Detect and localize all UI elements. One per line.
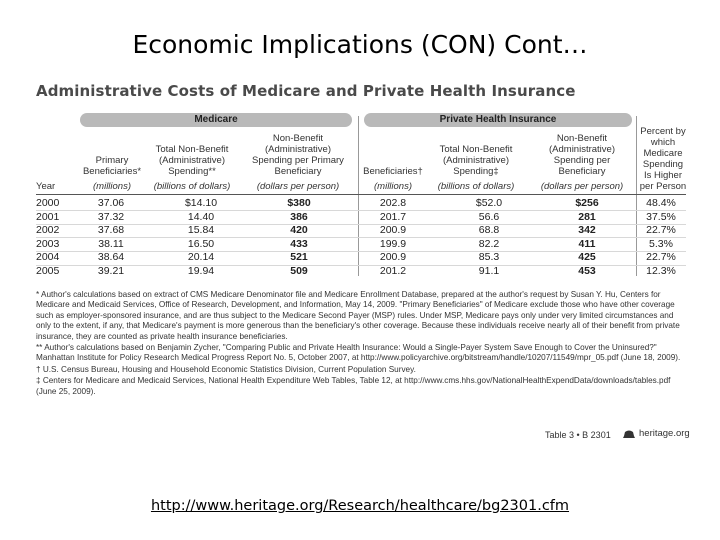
cell-p-spend: 82.2 — [478, 237, 500, 250]
table-row — [36, 251, 686, 264]
row-divider — [36, 251, 686, 252]
header-private-spending: Total Non-Benefit (Administrative) Spending‡ (billions of dollars) — [437, 144, 515, 192]
footnotes — [36, 290, 686, 398]
table-title: Administrative Costs of Medicare and Private Health Insurance — [36, 82, 576, 100]
cell-p-ben: 201.7 — [379, 210, 407, 223]
table-row — [36, 224, 686, 237]
header-medicare-beneficiaries: Primary Beneficiaries* (millions) — [82, 155, 142, 192]
cell-p-ben: 202.8 — [379, 197, 407, 209]
footnote-2: ** Author's calculations based on Benjamin Zycher, "Comparing Public and Private Health Insurance: Would a Single-Payer System Save Enough to Cover the Uninsured?" Manhattan Institute for Policy Research Medical Progress Report No. 5, October 2007, at http://www.policyarchive.org/bitstream/handle/10207/11549/mpr_05.pdf (June 18, 2009). — [36, 343, 681, 363]
cell-m-pp: 509 — [290, 265, 308, 277]
cell-p-ben: 201.2 — [379, 265, 407, 277]
cell-m-spend: 14.40 — [187, 210, 215, 223]
cell-p-pp: 425 — [578, 251, 596, 264]
cell-m-pp: 521 — [290, 251, 308, 264]
cell-year: 2001 — [36, 210, 60, 223]
cell-m-ben: 38.11 — [98, 237, 124, 250]
table-row — [36, 211, 686, 224]
header-rule — [36, 194, 686, 195]
cell-m-pp: 420 — [290, 224, 308, 237]
footnote-3: † U.S. Census Bureau, Housing and Household Economic Statistics Division, Current Population Survey. — [36, 364, 416, 374]
cell-p-pp: 342 — [578, 224, 596, 237]
cell-pct: 48.4% — [646, 197, 676, 209]
header-private-per-person: Non-Benefit (Administrative) Spending per Beneficiary (dollars per person) — [540, 133, 624, 192]
header-private-beneficiaries: Beneficiaries† (millions) — [363, 166, 423, 192]
cell-m-ben: 39.21 — [97, 265, 125, 277]
cell-m-spend: 15.84 — [187, 224, 215, 237]
cell-m-spend: 19.94 — [187, 265, 215, 277]
cell-year: 2003 — [36, 237, 60, 250]
table-row — [36, 265, 686, 278]
cell-year: 2002 — [36, 224, 60, 237]
medicare-group-band: Medicare — [80, 113, 352, 127]
cell-p-pp: $256 — [575, 197, 599, 209]
cell-p-ben: 200.9 — [379, 251, 407, 264]
header-medicare-per-person: Non-Benefit (Administrative) Spending per Primary Beneficiary (dollars per person) — [252, 133, 344, 192]
table-source-label: Table 3 • B 2301 — [545, 430, 611, 440]
cell-p-spend: 85.3 — [478, 251, 500, 264]
cell-pct: 12.3% — [646, 265, 676, 277]
table-row — [36, 238, 686, 251]
heritage-logo — [622, 428, 690, 439]
cell-m-pp: $380 — [287, 197, 311, 209]
cell-m-pp: 433 — [290, 237, 308, 250]
cell-year: 2005 — [36, 265, 60, 277]
footnote-4: ‡ Centers for Medicare and Medicaid Services, National Health Expenditure Web Tables, Table 12, at http://www.cms.hhs.gov/NationalHealthExpendData/downloads/tables.pdf (June 25, 2009). — [36, 376, 671, 396]
cell-m-spend: 20.14 — [187, 251, 215, 264]
cell-m-ben: 37.32 — [97, 210, 125, 223]
cell-year: 2000 — [36, 197, 60, 209]
cell-m-pp: 386 — [290, 210, 308, 223]
source-url-link[interactable]: http://www.heritage.org/Research/healthcare/bg2301.cfm — [150, 498, 570, 514]
cell-m-spend: $14.10 — [184, 197, 218, 209]
cell-p-pp: 411 — [578, 237, 596, 250]
row-divider — [36, 237, 686, 238]
cell-m-ben: 38.64 — [97, 251, 125, 264]
row-divider — [36, 265, 686, 266]
cell-p-pp: 453 — [578, 265, 596, 277]
logo-text: heritage.org — [639, 428, 690, 439]
cell-pct: 22.7% — [646, 224, 676, 237]
table-row — [36, 197, 686, 210]
cell-p-pp: 281 — [578, 210, 596, 223]
cell-p-spend: 56.6 — [478, 210, 500, 223]
cell-pct: 37.5% — [646, 210, 676, 223]
footnote-1: * Author's calculations based on extract of CMS Medicare Denominator file and Medicare Enrollment Database, prepared at the author's request by Susan Y. Hu, Centers for Medicare and Medicaid Services, Office of Research, Development, and Information, May 14, 2009. "Primary Beneficiaries" of Medicare exclude those who have other coverage such as employer-sponsored insurance, and are thus subject to the Medicare Second Payer (MSP) rules. Under MSP, Medicare pays only under very limited circumstances and only to the extent, if any, that Medicare's payment is more generous than the beneficiary's other coverage. Because these individuals receive nearly all of their benefit from private insurance, they are counted as private health insurance beneficiaries. — [36, 290, 680, 341]
private-insurance-group-band: Private Health Insurance — [364, 113, 632, 127]
cell-m-ben: 37.06 — [97, 197, 125, 209]
row-divider — [36, 210, 686, 211]
cell-p-spend: $52.0 — [475, 197, 503, 209]
cell-m-ben: 37.68 — [97, 224, 125, 237]
cell-p-ben: 199.9 — [379, 237, 407, 250]
header-percent-higher: Percent by which Medicare Spending Is Higher per Person — [639, 126, 687, 192]
header-medicare-spending: Total Non-Benefit (Administrative) Spending** (billions of dollars) — [153, 144, 231, 192]
cell-p-ben: 200.9 — [379, 224, 407, 237]
header-year: Year — [36, 181, 56, 192]
cell-p-spend: 91.1 — [478, 265, 500, 277]
cell-pct: 22.7% — [646, 251, 676, 264]
cell-pct: 5.3% — [649, 237, 673, 250]
heritage-bell-icon — [622, 429, 636, 439]
cell-p-spend: 68.8 — [478, 224, 500, 237]
slide-title: Economic Implications (CON) Cont… — [132, 30, 588, 59]
cell-m-spend: 16.50 — [187, 237, 215, 250]
row-divider — [36, 224, 686, 225]
cell-year: 2004 — [36, 251, 60, 264]
